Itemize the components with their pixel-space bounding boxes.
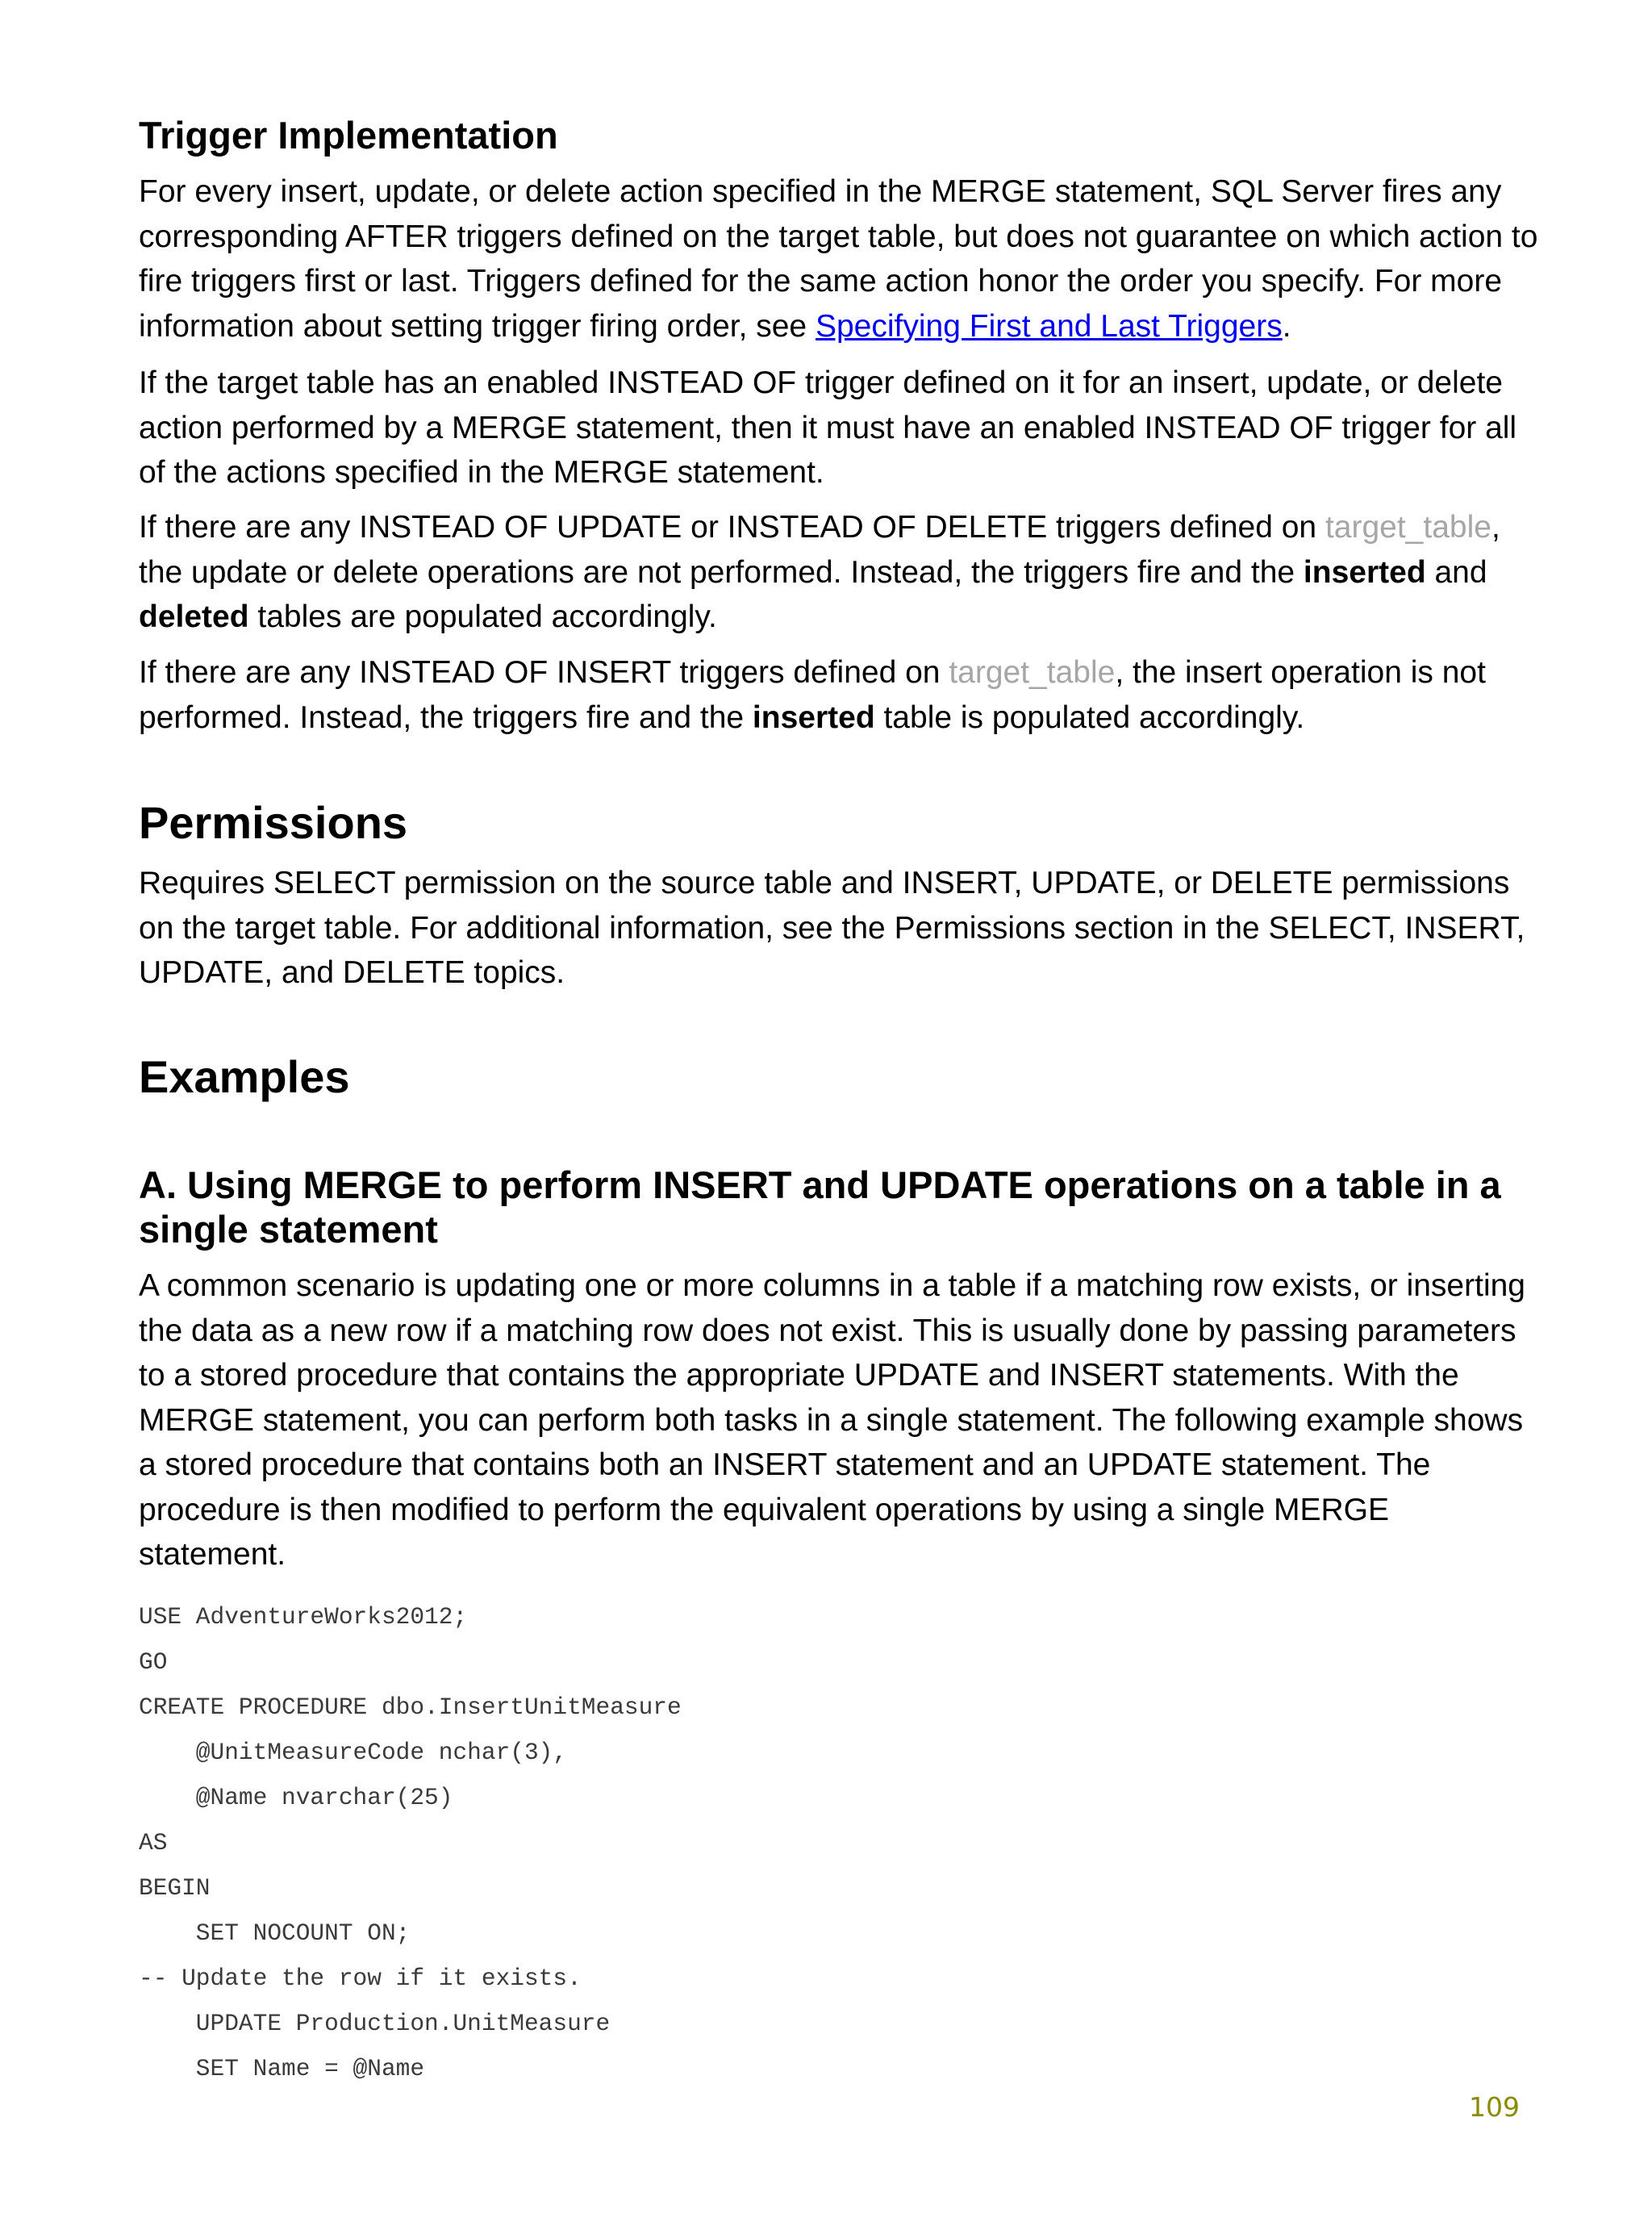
paragraph-text: If there are any INSTEAD OF UPDATE or INSTEAD OF DELETE triggers defined on	[139, 510, 1325, 545]
code-line: @UnitMeasureCode nchar(3),	[139, 1739, 568, 1766]
code-line: -- Update the row if it exists.	[139, 1965, 582, 1992]
paragraph-example-a: A common scenario is updating one or more columns in a table if a matching row exists, or inserting the data as a new row if a matching row does not exist. This is usually done by passing parameters to a stored procedure that contains the appropriate UPDATE and INSERT statements. With the MERGE statement, you can perform both tasks in a single statement. The following example shows a stored procedure that contains both an INSERT statement and an UPDATE statement. The procedure is then modified to perform the equivalent operations by using a single MERGE statement.	[139, 1268, 1525, 1572]
paragraph-text: , the update or delete operations are not performed. Instead, the triggers fire and the	[139, 510, 1500, 590]
paragraph-text: table is populated accordingly.	[874, 700, 1305, 735]
heading-permissions: Permissions	[139, 797, 408, 848]
paragraph-text: If there are any INSTEAD OF INSERT triggers defined on	[139, 655, 949, 690]
paragraph-instead-of-insert	[139, 650, 1542, 740]
paragraph-instead-of-update-delete	[139, 505, 1542, 640]
code-line: SET NOCOUNT ON;	[139, 1919, 411, 1947]
term-target-table: target_table	[1325, 510, 1491, 545]
page-number: 109	[1469, 2091, 1520, 2123]
paragraph-text: tables are populated accordingly.	[248, 599, 717, 634]
paragraph-text: For every insert, update, or delete action specified in the MERGE statement, SQL Server fires any corresponding AFTER triggers defined on the target table, but does not guarantee on which action to fire triggers first or last. Triggers defined for the same action honor the order you specify. For more information about setting trigger firing order, see	[139, 174, 1538, 344]
paragraph-trigger-order	[139, 169, 1542, 349]
term-target-table: target_table	[949, 655, 1116, 690]
paragraph-text: , the insert operation is not performed. Instead, the triggers fire and the	[139, 655, 1486, 735]
paragraph-instead-of-trigger: If the target table has an enabled INSTEAD OF trigger defined on it for an insert, update, or delete action performed by a MERGE statement, then it must have an enabled INSTEAD OF trigger for all of the actions specified in the MERGE statement.	[139, 365, 1517, 490]
code-line: SET Name = @Name	[139, 2055, 425, 2082]
heading-trigger-implementation: Trigger Implementation	[139, 114, 558, 157]
link-specifying-triggers[interactable]: Specifying First and Last Triggers	[815, 308, 1283, 344]
term-inserted: inserted	[752, 700, 875, 735]
code-line: BEGIN	[139, 1874, 211, 1902]
term-inserted: inserted	[1303, 554, 1426, 590]
code-line: CREATE PROCEDURE dbo.InsertUnitMeasure	[139, 1694, 682, 1721]
code-line: UPDATE Production.UnitMeasure	[139, 2010, 611, 2037]
paragraph-permissions: Requires SELECT permission on the source table and INSERT, UPDATE, or DELETE permissions on the target table. For additional information, see the Permissions section in the SELECT, INSERT, UPDATE, and DELETE topics.	[139, 866, 1525, 990]
code-line: GO	[139, 1648, 168, 1676]
heading-examples: Examples	[139, 1051, 350, 1102]
code-line: USE AdventureWorks2012;	[139, 1603, 468, 1631]
paragraph-text: .	[1282, 308, 1291, 344]
paragraph-text: and	[1425, 554, 1487, 590]
term-deleted: deleted	[139, 599, 249, 634]
heading-example-a: A. Using MERGE to perform INSERT and UPDATE operations on a table in a single statement	[139, 1163, 1501, 1251]
code-line: AS	[139, 1829, 168, 1856]
code-line: @Name nvarchar(25)	[139, 1784, 453, 1811]
